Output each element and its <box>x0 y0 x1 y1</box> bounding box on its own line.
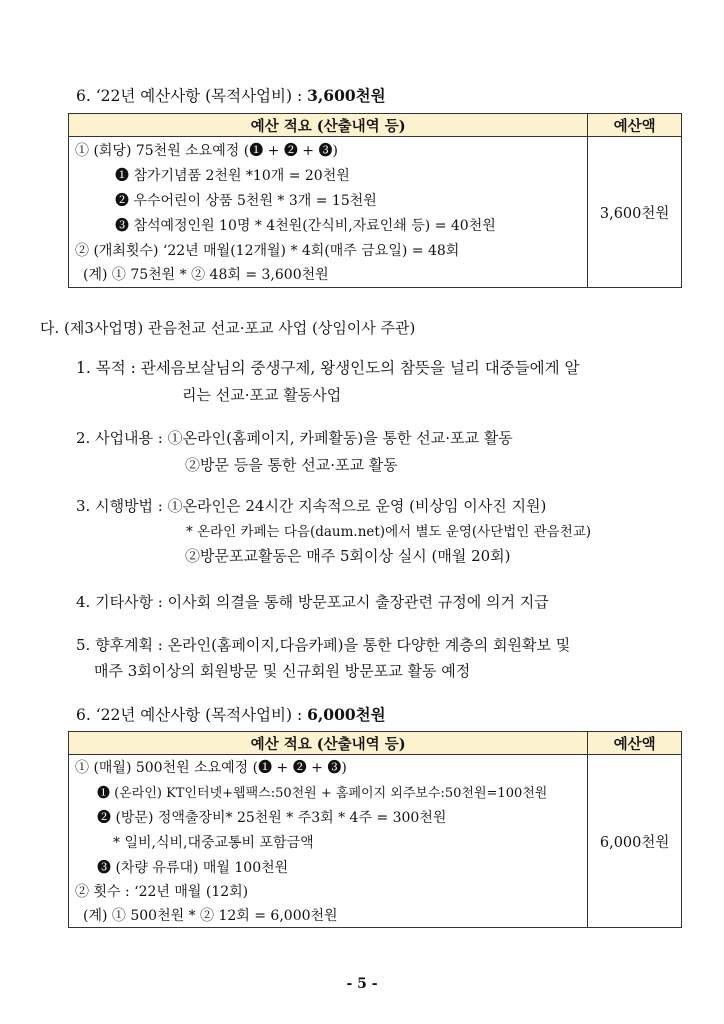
item-method: 3. 시행방법 : ①온라인은 24시간 지속적으로 운영 (비상임 이사진 지원) <box>76 497 547 515</box>
item-purpose: 1. 목적 : 관세음보살님의 중생구제, 왕생인도의 참뜻을 널리 대중들에게 알 <box>76 359 580 377</box>
budget-line: ❸ (차량 유류대) 매월 100천원 <box>97 860 289 876</box>
budget-heading-1-prefix: 6. ‘22년 예산사항 (목적사업비) : <box>76 87 308 105</box>
budget-line: (계) ① 500천원 * ② 12회 = 6,000천원 <box>83 908 338 924</box>
item-content: 2. 사업내용 : ①온라인(홈페이지, 카페활동)을 통한 선교·포교 활동 <box>76 429 513 447</box>
item-plan-cont: 매주 3회이상의 회원방문 및 신규회원 방문포교 활동 예정 <box>94 662 471 680</box>
budget-table-1-amount: 3,600천원 <box>588 137 682 288</box>
budget-table-2-amount: 6,000천원 <box>588 755 682 928</box>
budget-heading-2-amount: 6,000천원 <box>307 705 386 724</box>
section-da-title: 다. (제3사업명) 관음천교 선교·포교 사업 (상임이사 주관) <box>40 319 416 337</box>
budget-heading-1-amount: 3,600천원 <box>307 86 386 105</box>
budget-table-2-header-desc: 예산 적요 (산출내역 등) <box>69 732 588 755</box>
budget-line: ① (매월) 500천원 소요예정 (❶ + ❷ + ❸) <box>75 760 347 776</box>
budget-line: (계) ① 75천원 * ② 48회 = 3,600천원 <box>83 267 329 283</box>
item-content-cont: ②방문 등을 통한 선교·포교 활동 <box>185 456 398 474</box>
budget-line: ❶ 참가기념품 2천원 *10개 = 20천원 <box>115 168 350 184</box>
budget-line: ❶ (온라인) KT인터넷+웹팩스:50천원 + 홈페이지 외주보수:50천원=100천원 <box>97 786 548 801</box>
budget-line: ② (개최횟수) ‘22년 매월(12개월) * 4회(매주 금요일) = 48회 <box>75 243 460 259</box>
budget-line: ① (회당) 75천원 소요예정 (❶ + ❷ + ❸) <box>75 143 338 159</box>
budget-line: * 일비,식비,대중교통비 포함금액 <box>113 835 314 851</box>
budget-heading-2-prefix: 6. ‘22년 예산사항 (목적사업비) : <box>76 706 308 724</box>
budget-line: ② 횟수 : ‘22년 매월 (12회) <box>75 884 249 900</box>
budget-line: ❷ 우수어린이 상품 5천원 * 3개 = 15천원 <box>115 193 377 209</box>
budget-line: ❸ 참석예정인원 10명 * 4천원(간식비,자료인쇄 등) = 40천원 <box>115 218 496 234</box>
budget-table-1-desc-cell <box>69 137 588 288</box>
item-method-cont: ②방문포교활동은 매주 5회이상 실시 (매월 20회) <box>185 547 511 565</box>
item-purpose-cont: 리는 선교·포교 활동사업 <box>182 386 342 404</box>
budget-heading-1 <box>76 86 386 106</box>
item-method-note: * 온라인 카페는 다음(daum.net)에서 별도 운영(사단법인 관음천교) <box>186 524 592 540</box>
budget-heading-2 <box>76 705 386 725</box>
budget-table-2-header-amount: 예산액 <box>588 732 682 755</box>
budget-table-2-desc-cell <box>69 755 588 928</box>
budget-line: ❷ (방문) 정액출장비* 25천원 * 주3회 * 4주 = 300천원 <box>97 810 447 826</box>
budget-table-1-header-amount: 예산액 <box>588 114 682 137</box>
item-plan: 5. 향후계획 : 온라인(홈페이지,다음카페)을 통한 다양한 계층의 회원확보 및 <box>76 636 571 654</box>
budget-table-1-header-desc: 예산 적요 (산출내역 등) <box>69 114 588 137</box>
budget-table-2 <box>68 731 682 928</box>
item-other: 4. 기타사항 : 이사회 의결을 통해 방문포교시 출장관련 규정에 의거 지급 <box>76 593 549 611</box>
budget-table-1 <box>68 113 682 288</box>
page-number: - 5 - <box>346 976 378 992</box>
